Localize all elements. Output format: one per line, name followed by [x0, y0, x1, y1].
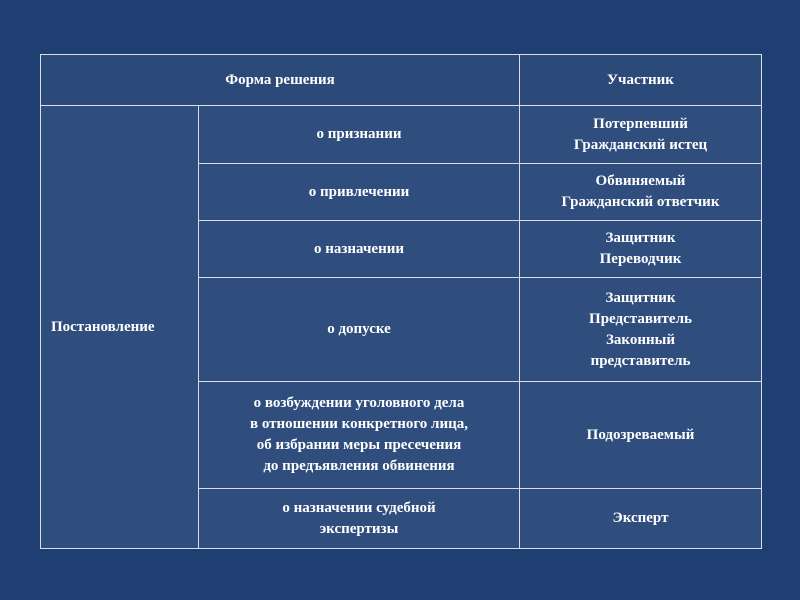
decision-cell [199, 382, 520, 489]
header-row [41, 55, 762, 106]
participant-line: Гражданский ответчик [561, 194, 720, 210]
type-label: Постановление [51, 318, 155, 335]
participant-line: Подозреваемый [586, 426, 695, 443]
decision-cell [199, 106, 520, 164]
participant-line: Обвиняемый [595, 173, 686, 189]
decision-line: о признании [316, 126, 402, 142]
decision-cell [199, 164, 520, 221]
decision-cell [199, 221, 520, 278]
participant-line: Законный [605, 331, 675, 348]
participant-line: Потерпевший [593, 115, 688, 132]
header-participant: Участник [607, 71, 674, 88]
decision-line: о возбуждении уголовного дела [253, 395, 465, 411]
decision-line: о назначении судебной [282, 499, 436, 516]
decision-line: о допуске [327, 321, 391, 337]
header-form: Форма решения [225, 71, 335, 88]
participant-cell [520, 164, 762, 221]
participant-line: Защитник [605, 230, 676, 246]
decision-line: о привлечении [308, 183, 410, 200]
participant-cell [520, 489, 762, 549]
decision-line: в отношении конкретного лица, [249, 416, 469, 432]
participant-cell [520, 382, 762, 489]
decision-line: экспертизы [319, 520, 399, 537]
type-cell [41, 106, 199, 549]
participant-line: Переводчик [599, 251, 682, 267]
participant-line: Эксперт [612, 510, 669, 526]
decision-line: до предъявления обвинения [263, 458, 455, 474]
participant-line: представитель [590, 352, 691, 369]
decision-participant-table [40, 54, 762, 549]
participant-cell [520, 221, 762, 278]
decision-line: о назначении [313, 240, 404, 257]
participant-line: Представитель [589, 310, 692, 327]
table-row [41, 106, 762, 164]
decision-line: об избрании меры пресечения [256, 437, 462, 453]
participant-cell [520, 278, 762, 382]
participant-cell [520, 106, 762, 164]
participant-line: Защитник [605, 289, 676, 306]
header-participant-cell [520, 55, 762, 106]
decision-cell [199, 489, 520, 549]
decision-cell [199, 278, 520, 382]
participant-line: Гражданский истец [573, 136, 708, 153]
header-form-cell [41, 55, 520, 106]
